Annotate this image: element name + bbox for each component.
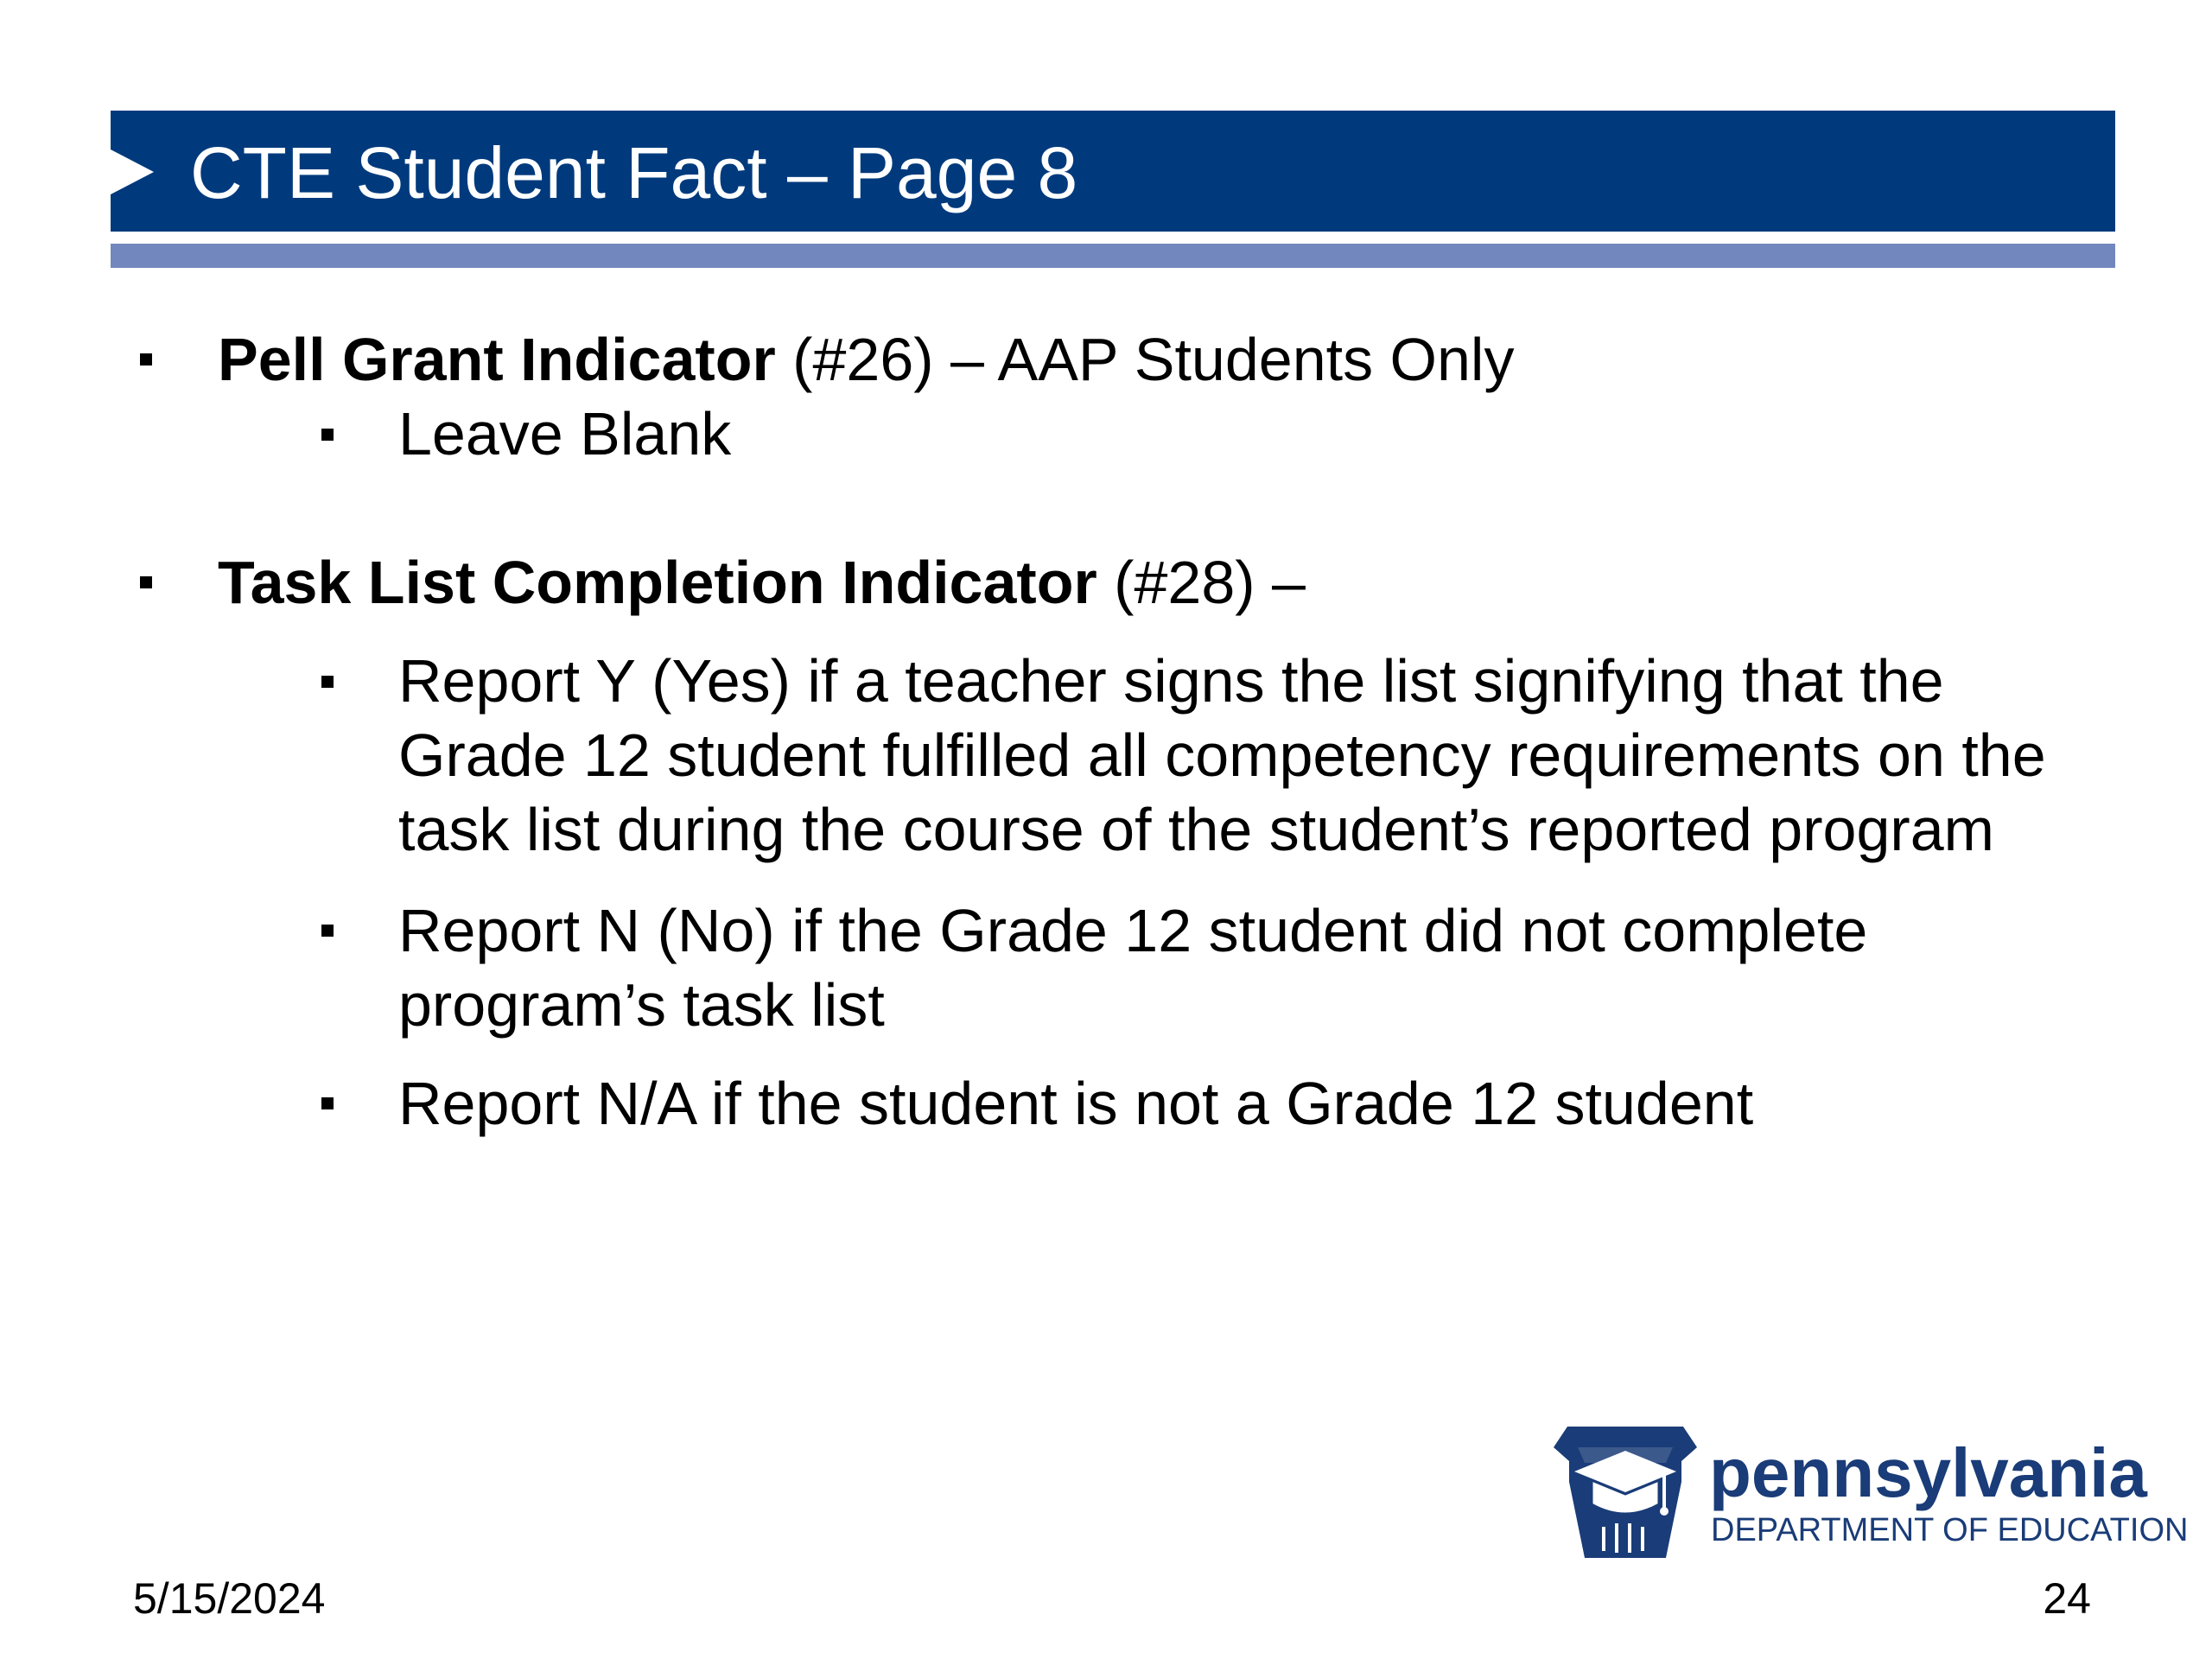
- slide-title: CTE Student Fact – Page 8: [190, 132, 1078, 213]
- bullet-pell-grant: [218, 322, 1514, 397]
- sub-bullet-marker-icon: [321, 676, 334, 688]
- sub-bullet-marker-icon: [321, 1097, 334, 1109]
- bullet-marker-icon: [140, 353, 152, 365]
- sub-bullet-marker-icon: [321, 429, 334, 441]
- bullet-detail: (#26) – AAP Students Only: [775, 326, 1515, 393]
- pa-education-logo: [1552, 1421, 2189, 1560]
- slide-number: 24: [2043, 1574, 2091, 1623]
- bullet-detail: (#28) –: [1096, 549, 1306, 616]
- logo-name: pennsylvania: [1709, 1434, 2147, 1511]
- sub-bullet-marker-icon: [321, 925, 334, 937]
- bullet-heading: Task List Completion Indicator: [218, 549, 1097, 616]
- sub-bullet-report-n: Report N (No) if the Grade 12 student did not complete program’s task list: [398, 897, 1868, 1039]
- bullet-marker-icon: [140, 576, 152, 588]
- sub-bullet-report-y: Report Y (Yes) if a teacher signs the list signifying that the Grade 12 student fulfilled all competency requirements on the task list during the course of the student’s reported program: [398, 647, 2046, 863]
- title-bar: [111, 111, 2115, 232]
- bullet-task-list: [218, 545, 1306, 620]
- title-underline: [111, 244, 2115, 268]
- logo-department: DEPARTMENT OF EDUCATION: [1711, 1512, 2189, 1548]
- footer-date: 5/15/2024: [133, 1574, 326, 1623]
- keystone-graduation-cap-icon: [1552, 1421, 1699, 1560]
- bullet-heading: Pell Grant Indicator: [218, 326, 776, 393]
- sub-bullet-report-na: Report N/A if the student is not a Grade 12 student: [398, 1070, 1754, 1137]
- sub-bullet-leave-blank: Leave Blank: [398, 400, 732, 467]
- title-arrow-icon: [111, 149, 154, 194]
